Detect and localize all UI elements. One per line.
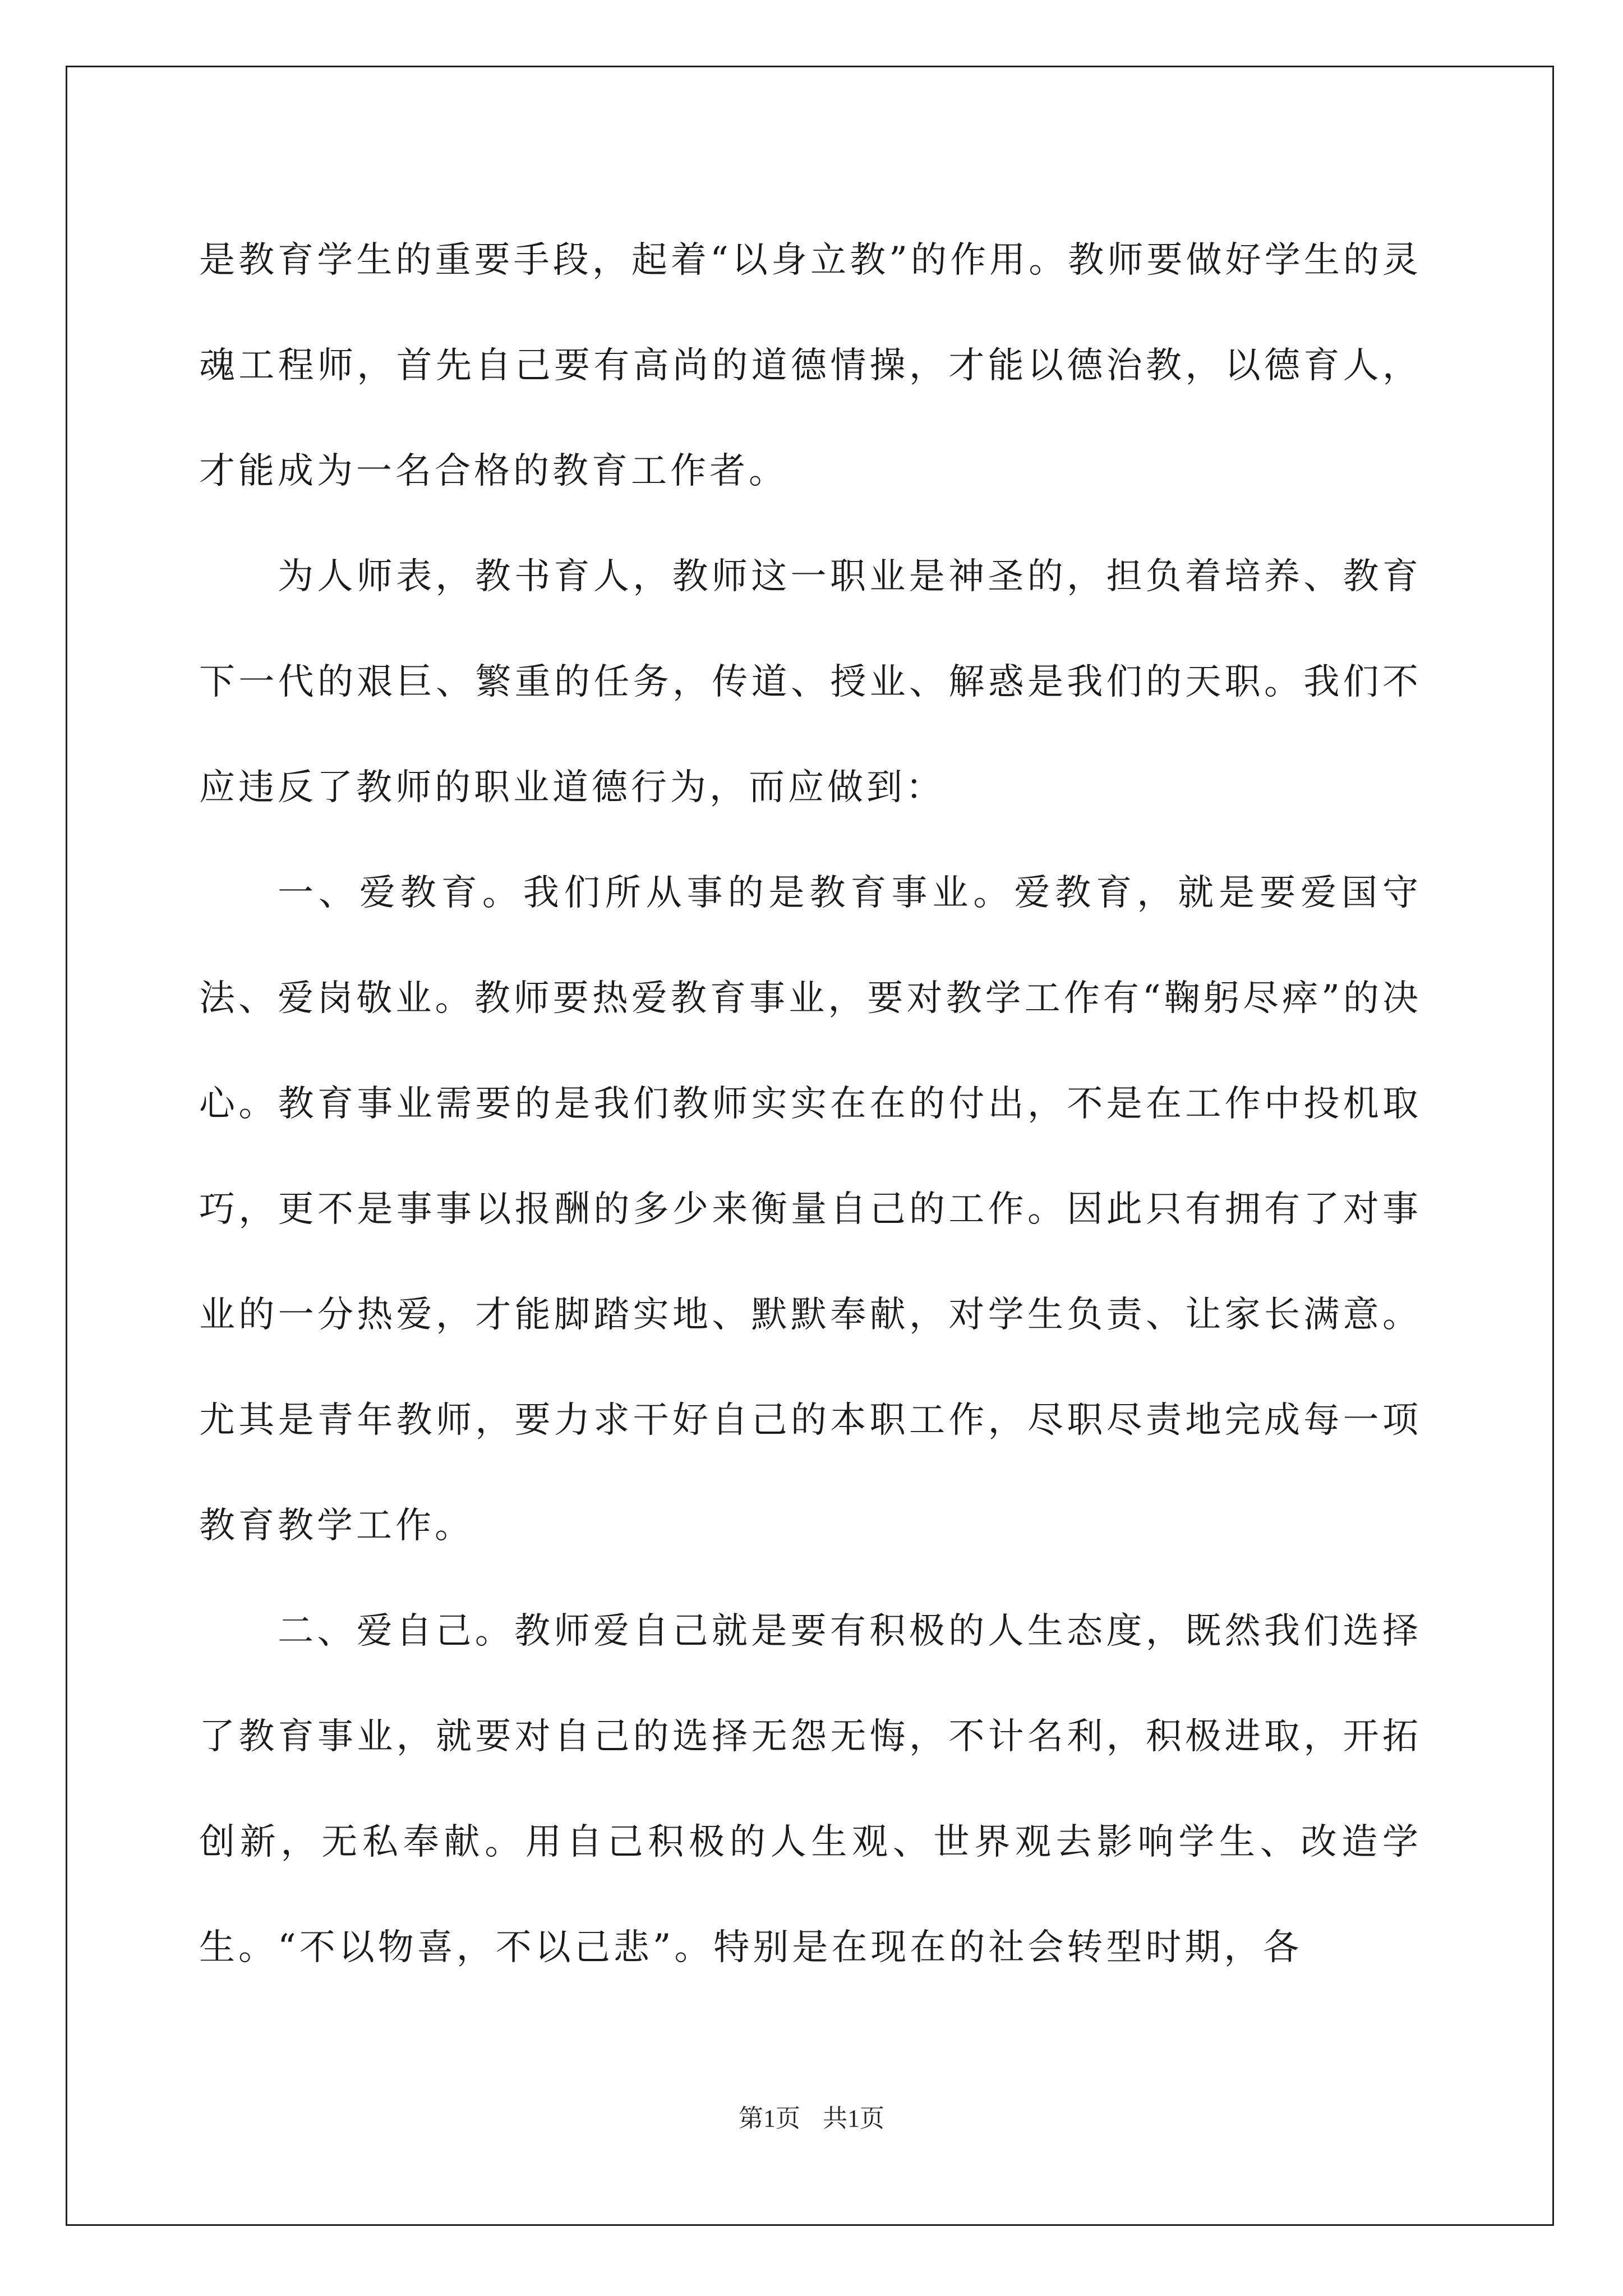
page-number: 第1页 [739, 2105, 800, 2132]
paragraph-1: 是教育学生的重要手段，起着“以身立教”的作用。教师要做好学生的灵魂工程师，首先自己要有高尚的道德情操，才能以德治教，以德育人，才能成为一名合格的教育工作者。 [199, 240, 1422, 492]
total-pages: 共1页 [823, 2105, 884, 2132]
paragraph-3: 一、爱教育。我们所从事的是教育事业。爱教育，就是要爱国守法、爱岗敬业。教师要热爱教育事业，要对教学工作有“鞠躬尽瘁”的决心。教育事业需要的是我们教师实实在在的付出，不是在工作中投机取巧，更不是事事以报酬的多少来衡量自己的工作。因此只有拥有了对事业的一分热爱，才能脚踏实地、默默奉献，对学生负责、让家长满意。尤其是青年教师，要力求干好自己的本职工作，尽职尽责地完成每一项教育教学工作。 [199, 872, 1422, 1547]
paragraph-4: 二、爱自己。教师爱自己就是要有积极的人生态度，既然我们选择了教育事业，就要对自己的选择无怨无悔，不计名利，积极进取，开拓创新，无私奉献。用自己积极的人生观、世界观去影响学生、改造学生。“不以物喜，不以己悲”。特别是在现在的社会转型时期，各 [199, 1611, 1422, 1968]
page-footer [0, 2098, 1623, 2134]
paragraph-2: 为人师表，教书育人，教师这一职业是神圣的，担负着培养、教育下一代的艰巨、繁重的任务，传道、授业、解惑是我们的天职。我们不应违反了教师的职业道德行为，而应做到： [199, 556, 1422, 808]
document-body [199, 208, 1422, 2000]
